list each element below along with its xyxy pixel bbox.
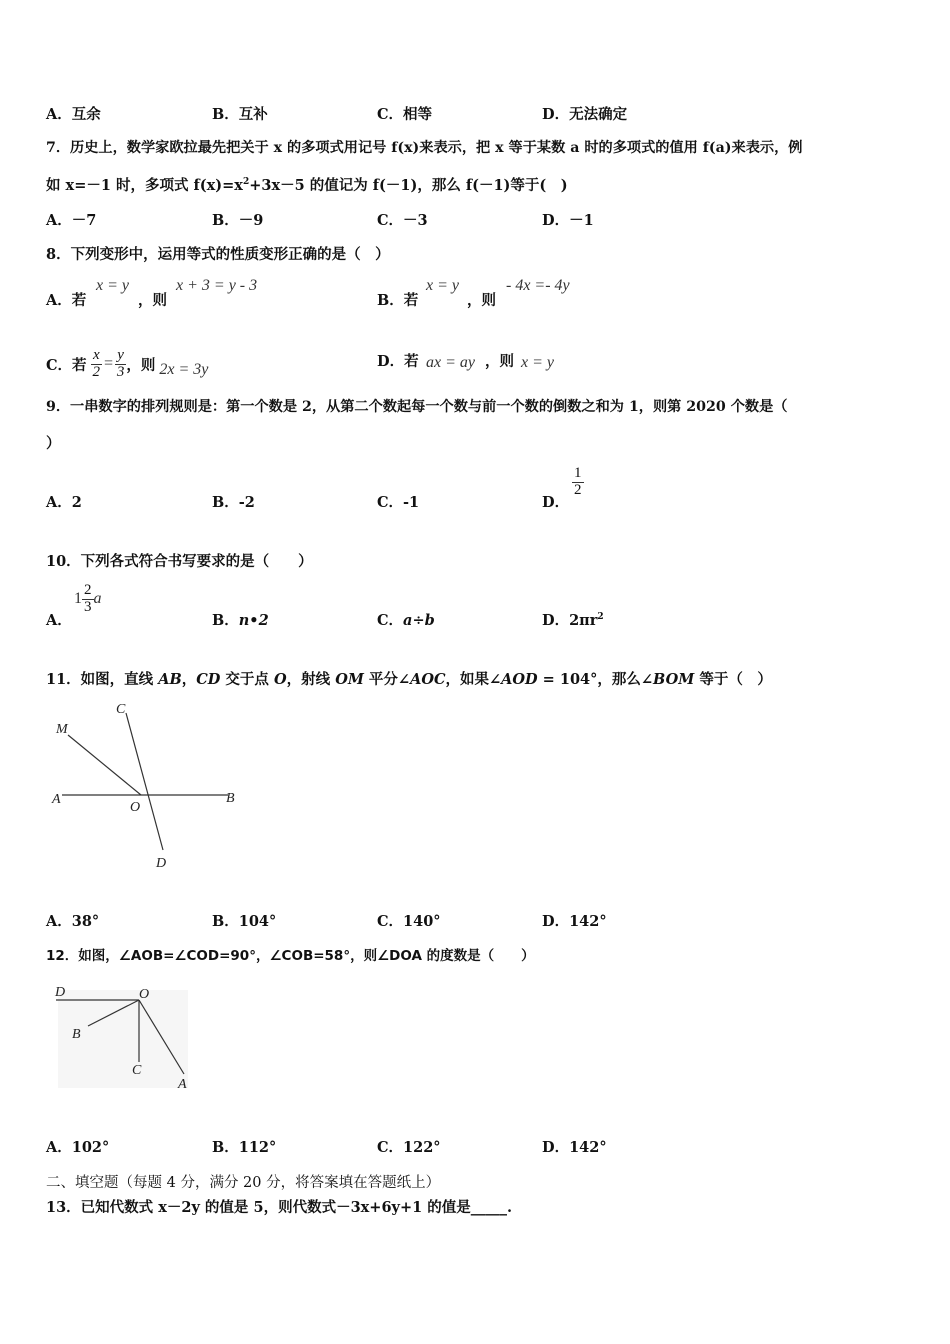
q11-om: OM — [335, 671, 364, 688]
label-o: O — [139, 987, 150, 1002]
q10-a-frac — [82, 583, 94, 616]
q11-s0: 11．如图，直线 — [46, 671, 159, 688]
q8-option-d-math2: x = y — [521, 354, 554, 371]
q11-option-d: D．142° — [542, 913, 607, 930]
q7-line2-pre: 如 x=－1 时，多项式 f(x)=x — [46, 177, 243, 194]
q7-stem-line2 — [46, 174, 568, 195]
q9-option-d-label: D． — [542, 494, 570, 511]
q12-figure — [50, 978, 195, 1093]
q11-s4: 平分∠ — [363, 671, 411, 688]
q11-bom: BOM — [653, 671, 695, 688]
q9-option-a: A．2 — [46, 494, 82, 511]
q8-option-c — [46, 348, 208, 381]
q7-option-d: D．－1 — [542, 212, 594, 229]
q9-option-c: C．-1 — [377, 494, 420, 511]
q8-option-a-math1: x = y — [96, 277, 129, 294]
q10-a-var: a — [93, 590, 102, 608]
q8-stem: 8．下列变形中，运用等式的性质变形正确的是（ ） — [46, 246, 390, 263]
q11-ab: AB — [158, 671, 182, 688]
q9-option-d-frac — [572, 466, 584, 499]
ray-om — [68, 735, 141, 795]
q6-option-a: A．互余 — [46, 106, 101, 123]
q6-option-c: C．相等 — [377, 106, 433, 123]
q11-aoc: AOC — [410, 671, 446, 688]
q8-option-c-frac1 — [91, 348, 103, 381]
q10-option-d — [542, 609, 604, 630]
q10-option-c — [377, 609, 435, 630]
q10-b-label: B． — [212, 612, 239, 629]
q8-option-c-math2: 2x = 3y — [159, 361, 209, 379]
q8-option-b-math2: - 4x =- 4y — [506, 277, 570, 294]
q8-option-a-label: A．若 — [46, 292, 87, 309]
q8-option-b-label: B．若 — [377, 292, 419, 309]
label-b: B — [72, 1027, 81, 1042]
q11-option-a: A．38° — [46, 913, 100, 930]
q12-stem: 12．如图，∠AOB=∠COD=90°，∠COB=58°，则∠DOA 的度数是（ ） — [46, 948, 535, 964]
label-m: M — [56, 722, 68, 737]
q8-option-a-then: ，则 — [138, 292, 167, 309]
q10-a-whole: 1 — [74, 590, 82, 608]
q8-option-c-then: ，则 — [126, 356, 156, 374]
q10-option-a-expr — [74, 583, 102, 616]
q9-stem-line1: 9．一串数字的排列规则是：第一个数是 2，从第二个数起每一个数与前一个数的倒数之和为 1，则第 2020 个数是（ — [46, 399, 788, 415]
q8-c-eq: = — [103, 355, 114, 373]
q7-line2-sup: 2 — [242, 177, 250, 188]
q11-aod: AOD — [501, 671, 538, 688]
q11-figure — [40, 695, 260, 880]
label-c: C — [132, 1063, 142, 1078]
section-heading: 二、填空题（每题 4 分，满分 20 分，将答案填在答题纸上） — [46, 1175, 441, 1191]
q7-line2-post: +3x－5 的值记为 f(－1)，那么 f(－1)等于( ) — [249, 177, 568, 194]
q13-stem: 13．已知代数式 x－2y 的值是 5，则代数式－3x+6y+1 的值是_____. — [46, 1199, 513, 1216]
q8-option-d-then: ，则 — [485, 353, 514, 370]
label-c: C — [116, 702, 126, 717]
q10-d-label: D． — [542, 612, 570, 629]
q8-c-num2: y — [115, 348, 127, 365]
q11-s6: = 104°，那么∠ — [537, 671, 654, 688]
q7-option-c: C．－3 — [377, 212, 428, 229]
q10-c-expr: a÷b — [403, 612, 435, 629]
q10-b-expr: n•2 — [238, 612, 269, 629]
q11-option-b: B．104° — [212, 913, 277, 930]
q8-option-c-frac2 — [115, 348, 127, 381]
label-d: D — [55, 985, 66, 1000]
q7-option-a: A．－7 — [46, 212, 97, 229]
q12-option-d: D．142° — [542, 1139, 607, 1156]
q7-option-b: B．－9 — [212, 212, 264, 229]
q8-option-d-math1: ax = ay — [426, 354, 475, 371]
q11-s2: 交于点 — [220, 671, 274, 688]
q9-option-b: B．-2 — [212, 494, 255, 511]
q10-option-a-label: A． — [46, 612, 72, 629]
q8-option-b-math1: x = y — [426, 277, 459, 294]
q10-d-sup: 2 — [597, 612, 604, 623]
q10-option-b — [212, 609, 269, 630]
label-d: D — [156, 856, 167, 871]
q9-stem-line2: ） — [46, 435, 61, 452]
q8-c-num1: x — [91, 348, 103, 365]
q12-option-c: C．122° — [377, 1139, 441, 1156]
q11-s5: ，如果∠ — [445, 671, 502, 688]
q11-s1: ， — [181, 671, 197, 688]
q11-option-c: C．140° — [377, 913, 441, 930]
line-cd — [126, 713, 163, 850]
q11-s7: 等于（ ） — [694, 671, 772, 688]
q10-stem: 10．下列各式符合书写要求的是（ ） — [46, 553, 313, 570]
q12-option-b: B．112° — [212, 1139, 277, 1156]
q9-d-num: 1 — [574, 465, 582, 481]
q8-option-b-then: ，则 — [467, 292, 496, 309]
q8-option-a-math2: x + 3 = y - 3 — [176, 277, 258, 294]
q11-stem — [46, 668, 772, 689]
q7-stem-line1: 7．历史上，数学家欧拉最先把关于 x 的多项式用记号 f(x)来表示，把 x 等于某数 a 时的多项式的值用 f(a)来表示，例 — [46, 140, 803, 156]
label-a: A — [178, 1077, 187, 1092]
q11-cd: CD — [196, 671, 221, 688]
q6-option-b: B．互补 — [212, 106, 268, 123]
q6-option-d: D．无法确定 — [542, 106, 628, 123]
label-a: A — [52, 792, 61, 807]
q8-c-den2: 3 — [116, 363, 125, 380]
q10-a-den: 3 — [84, 598, 92, 615]
label-o: O — [130, 800, 141, 815]
q8-c-den1: 2 — [92, 363, 101, 380]
label-b: B — [226, 791, 235, 806]
q11-o: O — [273, 671, 287, 688]
q10-d-expr: 2πr — [569, 612, 598, 629]
q10-a-num: 2 — [84, 582, 92, 598]
q8-option-c-label: C．若 — [46, 356, 87, 374]
q9-d-den: 2 — [574, 481, 582, 498]
q12-option-a: A．102° — [46, 1139, 110, 1156]
q8-option-d-label: D．若 — [377, 353, 419, 370]
q11-s3: ，射线 — [286, 671, 336, 688]
q10-c-label: C． — [377, 612, 404, 629]
